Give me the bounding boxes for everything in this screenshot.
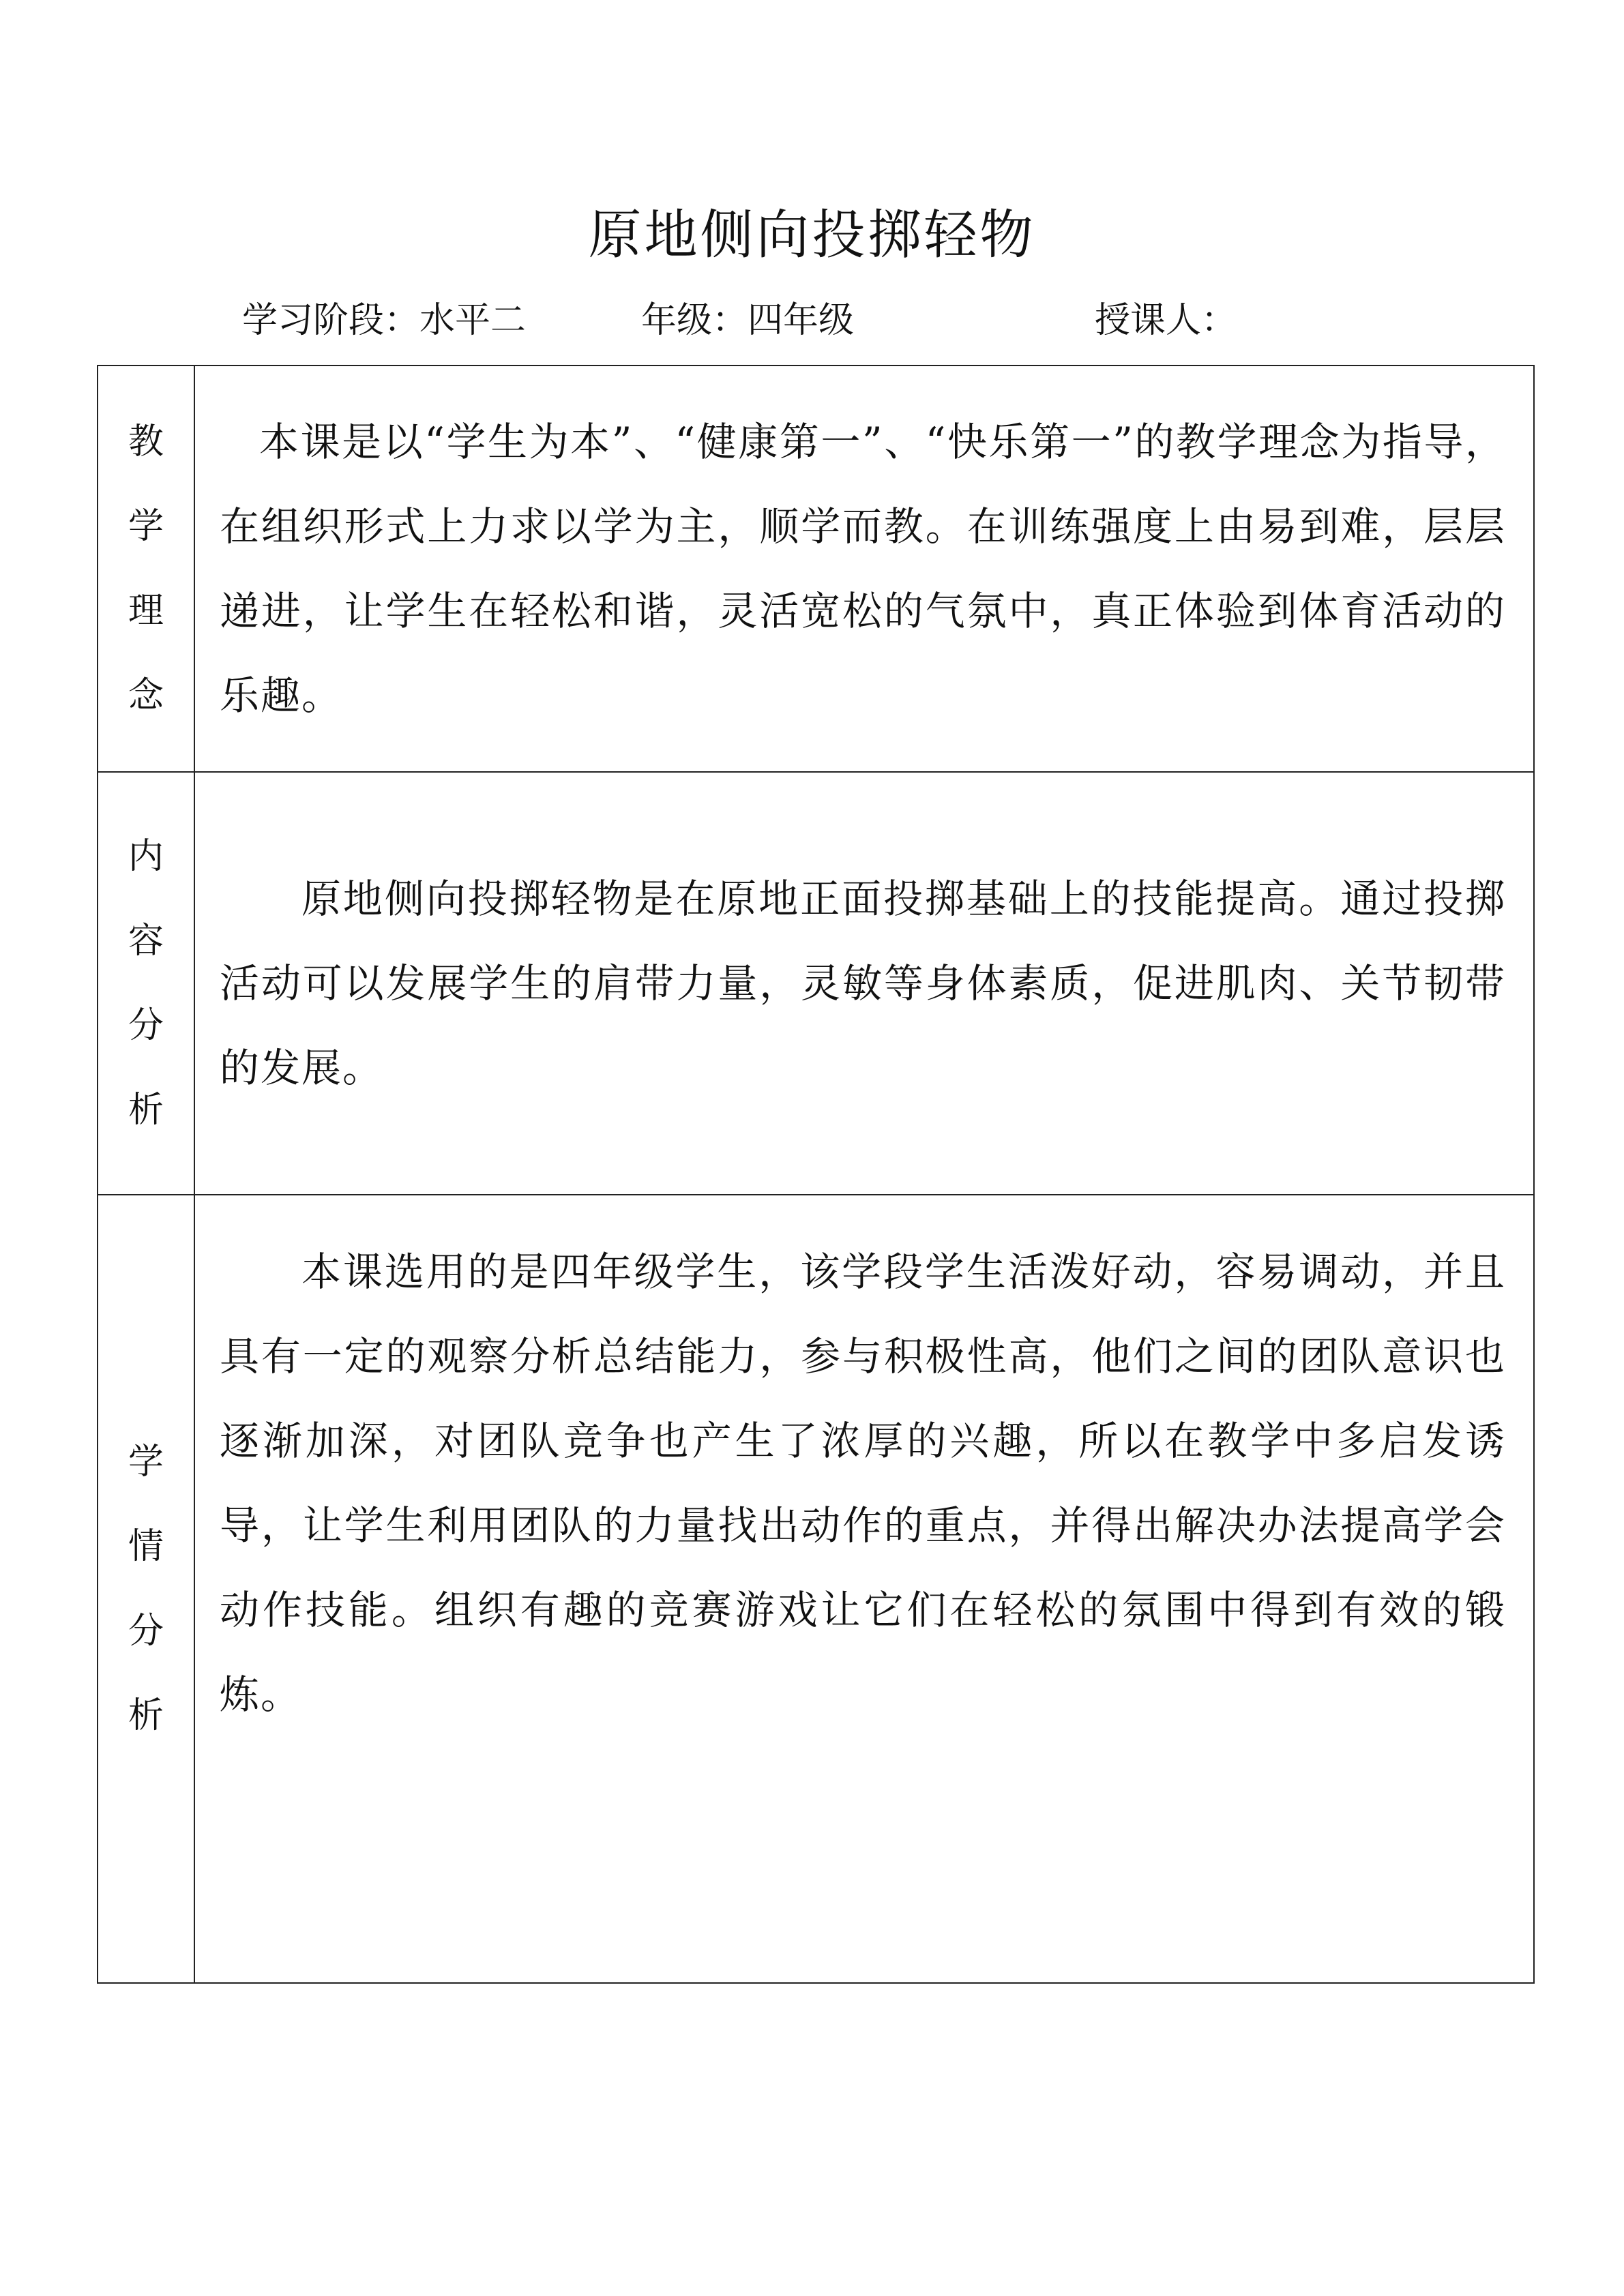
content-cell: [194, 772, 1534, 1195]
label-cell: [98, 772, 194, 1195]
learning-stage: 学习阶段：水平二: [242, 300, 527, 341]
table-row-content-analysis: [98, 772, 1534, 1195]
section-text-teaching-philosophy: 本课是以“学生为本”、“健康第一”、“快乐第一”的教学理念为指导，在组织形式上力求以学为主，顺学而教。在训练强度上由易到难，层层递进，让学生在轻松和谐，灵活宽松的气氛中，真正体验到体育活动的乐趣。: [220, 419, 1506, 719]
label-cell: [98, 366, 194, 772]
section-label-teaching-philosophy: 教学理念: [128, 421, 164, 716]
table-row-teaching-philosophy: [98, 366, 1534, 772]
teacher-field: 授课人：: [1095, 300, 1237, 341]
document-title: 原地侧向投掷轻物: [588, 205, 1036, 266]
lesson-plan-table: [97, 365, 1535, 1984]
table-row-learner-analysis: [98, 1195, 1534, 1983]
grade-level: 年级：四年级: [641, 300, 855, 341]
section-text-learner-analysis: 本课选用的是四年级学生，该学段学生活泼好动，容易调动，并且具有一定的观察分析总结能力，参与积极性高，他们之间的团队意识也逐渐加深，对团队竞争也产生了浓厚的兴趣，所以在教学中多启发诱导，让学生利用团队的力量找出动作的重点，并得出解决办法提高学会动作技能。组织有趣的竞赛游戏让它们在轻松的氛围中得到有效的锻炼。: [220, 1249, 1506, 1718]
label-cell: [98, 1195, 194, 1983]
section-label-learner-analysis: 学情分析: [128, 1442, 164, 1736]
blank-space: [220, 1737, 1506, 1948]
content-cell: [194, 1195, 1534, 1983]
section-label-content-analysis: 内容分析: [128, 836, 164, 1131]
section-text-content-analysis: 原地侧向投掷轻物是在原地正面投掷基础上的技能提高。通过投掷活动可以发展学生的肩带力量，灵敏等身体素质，促进肌肉、关节韧带的发展。: [220, 876, 1506, 1091]
content-cell: [194, 366, 1534, 772]
